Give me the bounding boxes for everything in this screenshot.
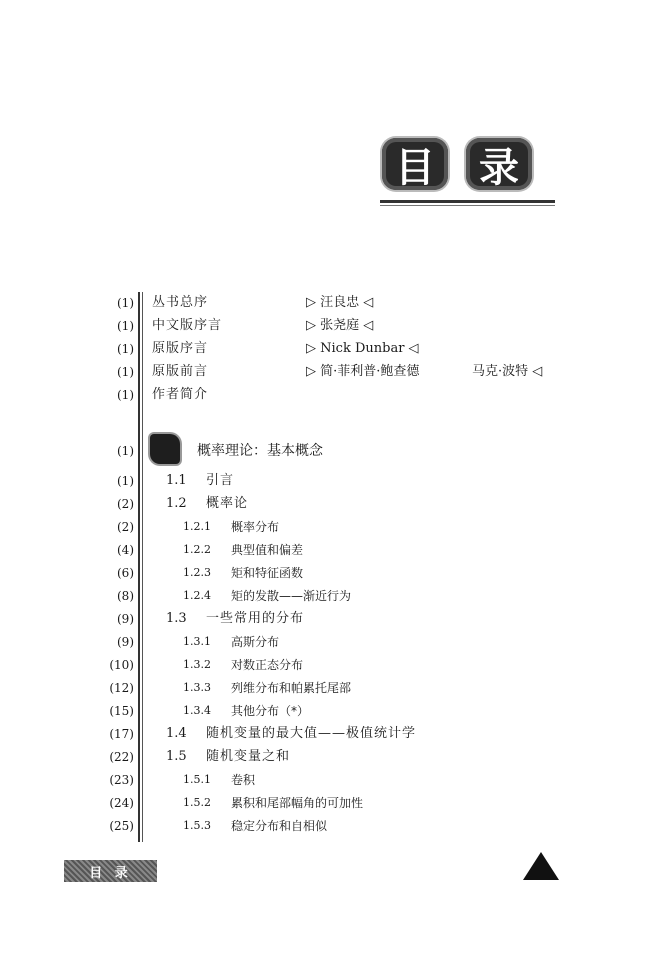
toc-subsection[interactable] [0, 792, 645, 814]
section-title: 矩的发散——渐近行为 [231, 589, 352, 603]
toc-entry[interactable] [0, 361, 645, 383]
page-number: (23) [109, 773, 134, 787]
page-number: (10) [109, 658, 134, 672]
section-number: 1.2.1 [183, 520, 211, 533]
page-number: (4) [117, 543, 134, 557]
page-number: (8) [117, 589, 134, 603]
toc-subsection[interactable] [0, 769, 645, 791]
page-number: (2) [117, 520, 134, 534]
toc-entry[interactable] [0, 292, 645, 314]
entry-author-second: 马克·波特 ◁ [472, 364, 543, 379]
page-number: (9) [117, 612, 134, 626]
page-number: (12) [109, 681, 134, 695]
next-page-triangle-icon[interactable] [523, 852, 559, 880]
entry-author: ▷ 简·菲利普·鲍查德 [306, 364, 420, 379]
page-number: (1) [117, 474, 134, 488]
section-number: 1.2 [166, 496, 187, 511]
page-number: (1) [117, 444, 134, 458]
chapter-marker-icon [150, 434, 180, 464]
section-title: 概率论 [206, 496, 249, 511]
toc-entry[interactable] [0, 384, 645, 406]
page-number: (1) [117, 388, 134, 402]
section-title: 概率分布 [231, 520, 280, 534]
section-title: 随机变量之和 [206, 749, 291, 764]
section-number: 1.4 [166, 726, 187, 741]
section-number: 1.5.2 [183, 796, 211, 809]
page-number: (1) [117, 319, 134, 333]
section-title: 其他分布（*） [231, 704, 310, 718]
toc-subsection[interactable] [0, 815, 645, 837]
section-number: 1.5.3 [183, 819, 211, 832]
page-number: (24) [109, 796, 134, 810]
page-number: (17) [109, 727, 134, 741]
section-number: 1.2.3 [183, 566, 211, 579]
section-number: 1.5.1 [183, 773, 211, 786]
page-number: (2) [117, 497, 134, 511]
section-number: 1.3.1 [183, 635, 211, 648]
toc-section[interactable] [0, 746, 645, 768]
entry-title: 丛书总序 [152, 295, 209, 310]
page-number: (15) [109, 704, 134, 718]
toc-entry[interactable] [0, 315, 645, 337]
entry-title: 原版前言 [152, 364, 209, 379]
toc-subsection[interactable] [0, 700, 645, 722]
entry-title: 中文版序言 [152, 318, 223, 333]
section-title: 引言 [206, 473, 235, 488]
footer-section-tab: 目 录 [64, 860, 157, 882]
toc-section[interactable] [0, 608, 645, 630]
entry-author: ▷ 张尧庭 ◁ [306, 318, 374, 333]
toc-subsection[interactable] [0, 562, 645, 584]
section-number: 1.2.2 [183, 543, 211, 556]
section-title: 稳定分布和自相似 [231, 819, 328, 833]
page-number: (1) [117, 365, 134, 379]
section-title: 列维分布和帕累托尾部 [231, 681, 352, 695]
toc-section[interactable] [0, 493, 645, 515]
entry-author: ▷ Nick Dunbar ◁ [306, 341, 419, 356]
entry-title: 作者简介 [152, 387, 209, 402]
title-char-lu: 录 [466, 138, 532, 190]
toc-subsection[interactable] [0, 585, 645, 607]
section-title: 随机变量的最大值——极值统计学 [206, 726, 417, 741]
section-number: 1.3.4 [183, 704, 211, 717]
section-number: 1.3.3 [183, 681, 211, 694]
title-char-mu: 目 [382, 138, 448, 190]
toc-entry[interactable] [0, 338, 645, 360]
page-number: (1) [117, 296, 134, 310]
page-number: (6) [117, 566, 134, 580]
section-title: 卷积 [231, 773, 256, 787]
entry-title: 原版序言 [152, 341, 209, 356]
page-number: (22) [109, 750, 134, 764]
section-number: 1.3 [166, 611, 187, 626]
toc-subsection[interactable] [0, 516, 645, 538]
toc-subsection[interactable] [0, 539, 645, 561]
page-number: (9) [117, 635, 134, 649]
chapter-entry[interactable] [0, 440, 645, 462]
entry-author: ▷ 汪良忠 ◁ [306, 295, 374, 310]
section-title: 累积和尾部幅角的可加性 [231, 796, 364, 810]
section-title: 对数正态分布 [231, 658, 304, 672]
section-number: 1.1 [166, 473, 187, 488]
toc-section[interactable] [0, 723, 645, 745]
chapter-title: 概率理论：基本概念 [197, 443, 323, 459]
section-title: 一些常用的分布 [206, 611, 305, 626]
toc-subsection[interactable] [0, 677, 645, 699]
section-title: 高斯分布 [231, 635, 280, 649]
section-number: 1.2.4 [183, 589, 211, 602]
section-number: 1.5 [166, 749, 187, 764]
toc-subsection[interactable] [0, 654, 645, 676]
page-number: (1) [117, 342, 134, 356]
section-number: 1.3.2 [183, 658, 211, 671]
page-number: (25) [109, 819, 134, 833]
toc-section[interactable] [0, 470, 645, 492]
section-title: 典型值和偏差 [231, 543, 304, 557]
toc-subsection[interactable] [0, 631, 645, 653]
section-title: 矩和特征函数 [231, 566, 304, 580]
